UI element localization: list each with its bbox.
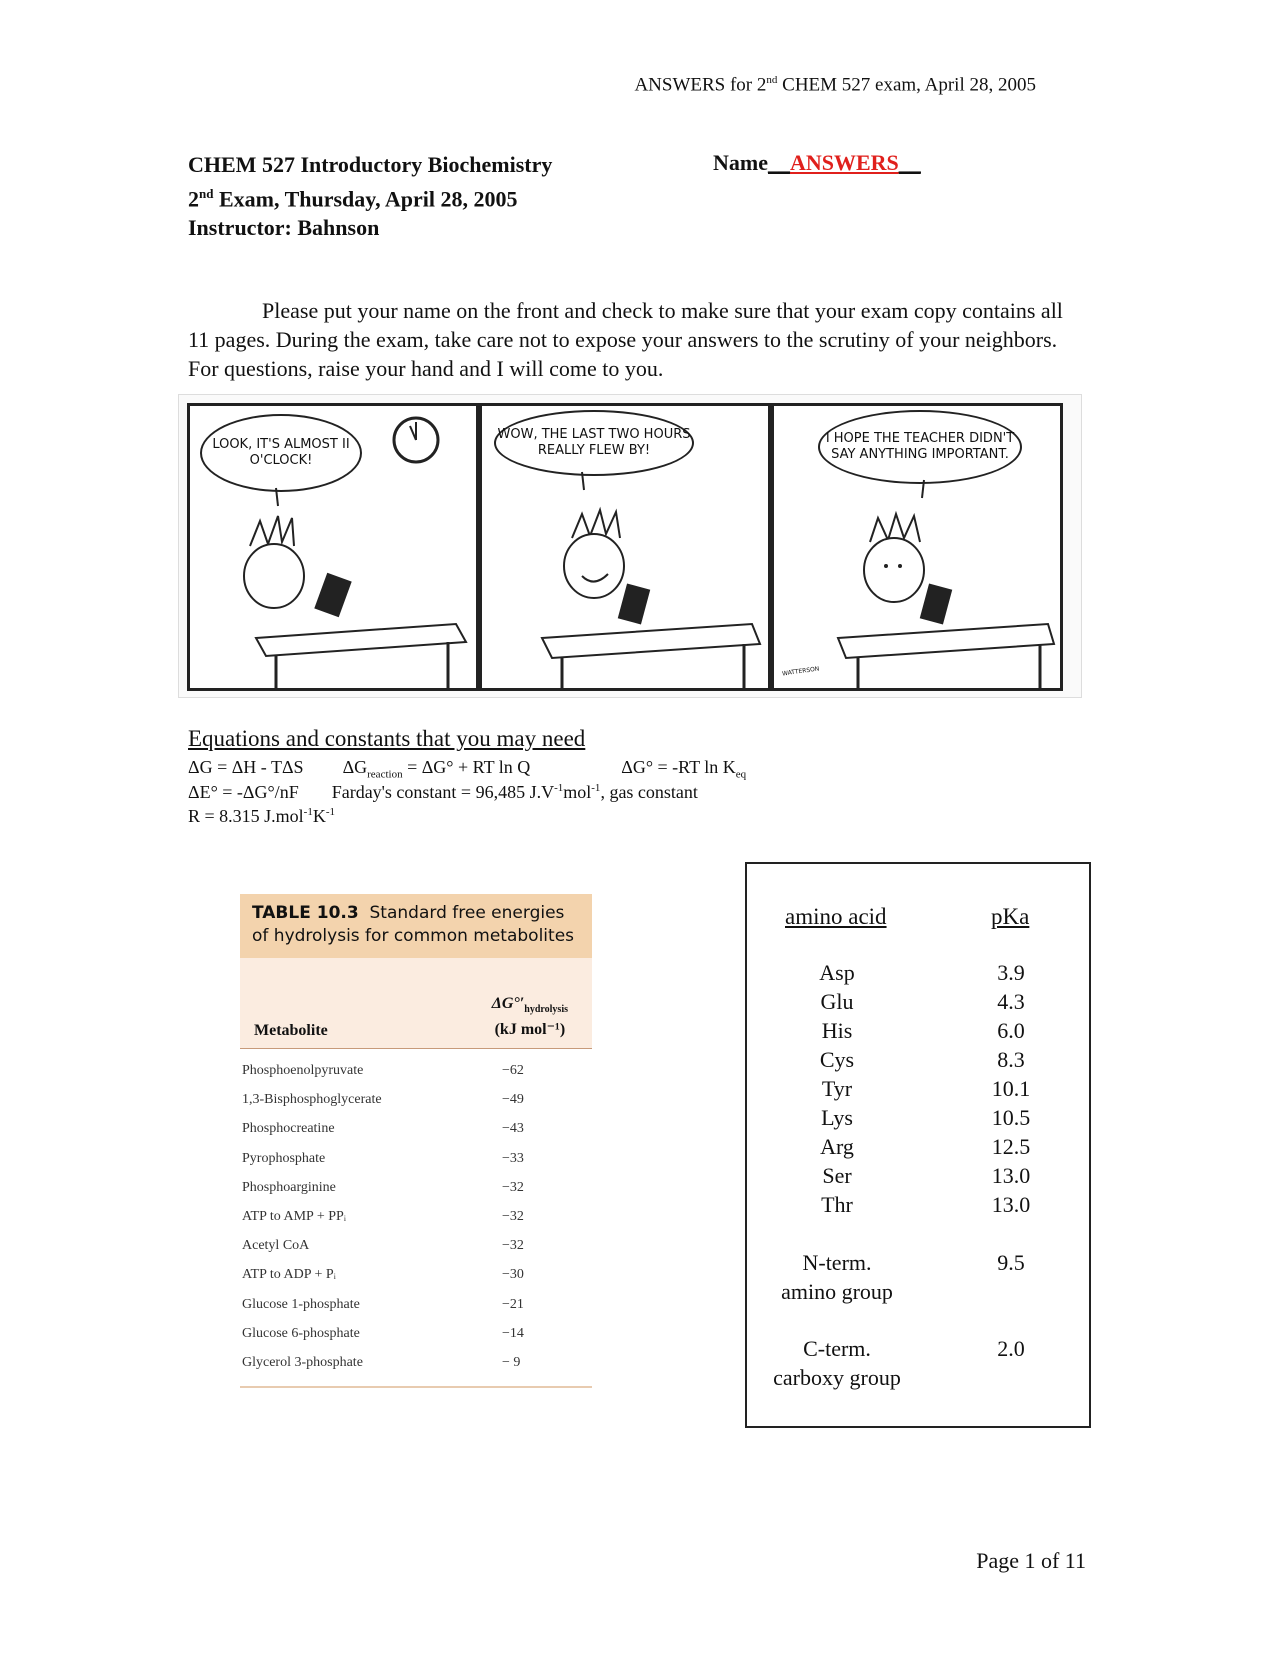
table-row: Acetyl CoA −32: [242, 1238, 524, 1254]
aa-pka: 3.9: [997, 960, 1025, 985]
equation-row-2: ΔE° = -ΔG°/nF Farday's constant = 96,485 $J.V^{-1}mol^{-1}$, gas constant: [188, 782, 698, 802]
comic-panel-3: [771, 403, 1063, 691]
comic-strip: [178, 394, 1082, 698]
aa-name: Glu: [820, 989, 854, 1014]
name-field: Name__ANSWERS__: [713, 150, 921, 175]
table-row: ATP to ADP + Pᵢ −30: [242, 1267, 524, 1283]
aa-name: Arg: [820, 1134, 854, 1159]
equations-title: Equations and constants that you may need: [188, 726, 586, 751]
aa-name: Asp: [819, 960, 855, 985]
aa-name: Thr: [821, 1192, 853, 1217]
comic-drawing-2: [482, 406, 768, 688]
pka-table: [745, 862, 1091, 1428]
instructions: Please put your name on the front and check to make sure that your exam copy contains all 11 pages. During the exam, take care not to expose your answers to the scrutiny of your neighbors. For questions, raise your hand and I will come to you.: [188, 298, 1063, 381]
table-row: Glucose 1-phosphate −21: [242, 1296, 524, 1312]
aa-name: Ser: [822, 1163, 852, 1188]
table-row: Glucose 6-phosphate −14: [242, 1325, 524, 1341]
table-row: 1,3-Bisphosphoglycerate −49: [242, 1092, 524, 1108]
aa-pka: 4.3: [997, 989, 1025, 1014]
table-row: ATP to AMP + PPᵢ −32: [242, 1208, 524, 1224]
n-terminus-label: N-term. amino group: [781, 1250, 893, 1304]
equation-row-1: ΔG = ΔH - TΔS $\Delta G_{reaction} = \Delta G^\circ$ + RT ln Q ΔG° = -RT $\ln K_{eq}$: [188, 757, 747, 781]
aa-pka: 13.0: [991, 1192, 1031, 1217]
table-header: [240, 958, 592, 1049]
aa-pka: 6.0: [997, 1018, 1025, 1043]
aa-pka: 13.0: [991, 1163, 1031, 1188]
table-bottom-rule: [240, 1386, 592, 1388]
aa-pka: 10.5: [991, 1105, 1031, 1130]
aa-pka: 8.3: [997, 1047, 1025, 1072]
speech-bubble-2: WOW, THE LAST TWO HOURS REALLY FLEW BY!: [494, 410, 694, 476]
aa-name: Cys: [819, 1047, 855, 1072]
table-row: Pyrophosphate −33: [242, 1150, 524, 1166]
aa-pka: 12.5: [991, 1134, 1031, 1159]
n-terminus-pka: 9.5: [997, 1250, 1025, 1275]
page-number: Page 1 of 11: [976, 1548, 1086, 1573]
table-row: Phosphoenolpyruvate −62: [242, 1063, 524, 1078]
aa-pka: 10.1: [991, 1076, 1031, 1101]
c-terminus-label: C-term. carboxy group: [773, 1336, 901, 1390]
instructor: Instructor: Bahnson: [188, 215, 380, 241]
column-header-metabolite: Metabolite: [254, 1022, 328, 1039]
speech-bubble-3: I HOPE THE TEACHER DIDN'T SAY ANYTHING IMPORTANT.: [818, 410, 1022, 484]
column-header-amino-acid: amino acid: [785, 904, 887, 929]
name-answer: ANSWERS: [789, 150, 899, 175]
aa-name: His: [821, 1018, 853, 1043]
table-row: Phosphocreatine −43: [242, 1121, 524, 1137]
running-header: ANSWERS for 2nd CHEM 527 exam, April 28, 2005: [634, 74, 1036, 96]
table-row: Glycerol 3-phosphate − 9: [242, 1354, 521, 1370]
comic-drawing-3: [774, 406, 1060, 688]
table-caption: TABLE 10.3 Standard free energies of hydrolysis for common metabolites: [240, 894, 592, 958]
table-body: [240, 1049, 592, 1388]
comic-drawing-1: [190, 406, 476, 688]
table-row: Phosphoarginine −32: [242, 1179, 524, 1195]
aa-name: Lys: [821, 1105, 853, 1130]
comic-signature: WATTERSON: [781, 665, 820, 678]
exam-title-block: [188, 150, 552, 242]
column-header-dg: $\Delta G^\circ'_{hydrolysis}$ (kJ mol⁻¹): [491, 994, 568, 1038]
equation-row-3: R = 8.315 $J.mol^{-1}K^{-1}$: [188, 806, 336, 826]
hydrolysis-energy-table: [240, 894, 592, 1376]
course-title: CHEM 527 Introductory Biochemistry: [188, 152, 553, 177]
aa-name: Tyr: [821, 1076, 853, 1101]
comic-panel-1: [187, 403, 479, 691]
comic-panel-2: [479, 403, 771, 691]
c-terminus-pka: 2.0: [997, 1336, 1025, 1361]
column-header-pka: pKa: [991, 904, 1030, 929]
exam-date: 2nd Exam, Thursday, April 28, 2005: [188, 186, 518, 212]
speech-bubble-1: LOOK, IT'S ALMOST II O'CLOCK!: [200, 414, 362, 492]
